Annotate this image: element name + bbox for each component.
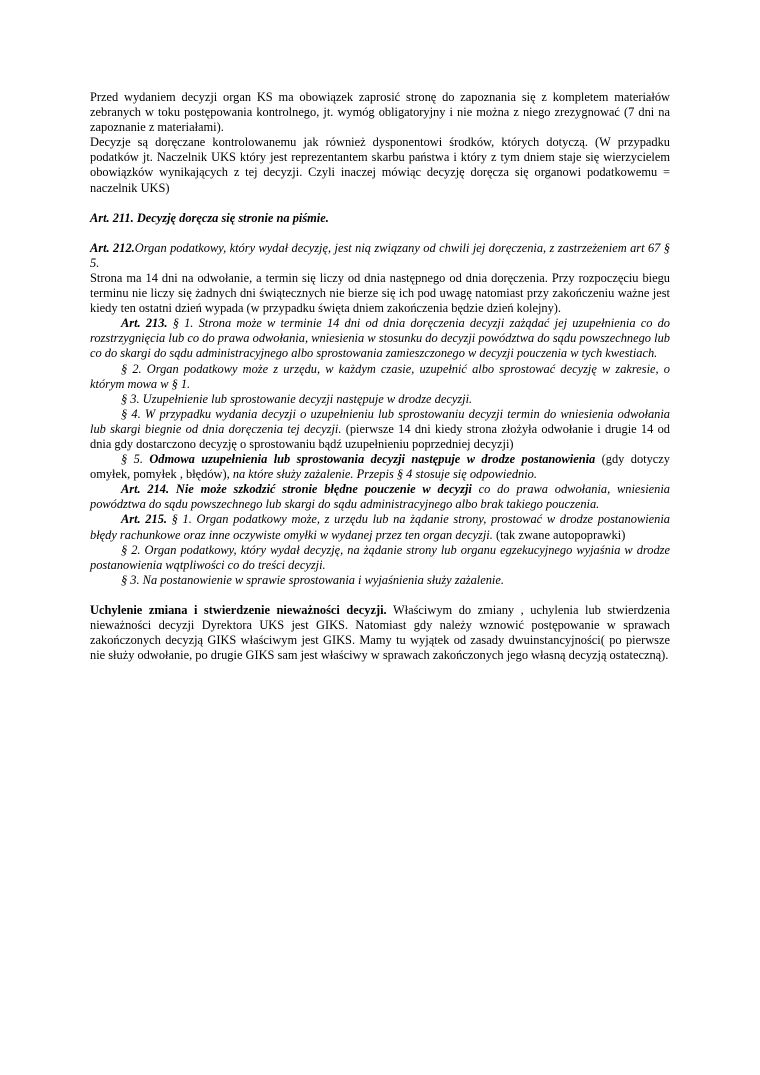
article-214-text: co do prawa odwołania, wniesienia powództwa do sądu powszechnego lub skargi do sądu administracyjnego albo brak takiego pouczenia. — [90, 482, 670, 512]
article-212 — [90, 241, 670, 271]
article-213-section-2: § 2. Organ podatkowy może z urzędu, w każdym czasie, uzupełnić albo sprostować decyzję w zakresie, o którym mowa w § 1. — [90, 361, 670, 391]
article-215-section-1 — [90, 512, 670, 542]
article-213-section-4-text: § 4. W przypadku wydania decyzji o uzupełnieniu lub sprostowaniu decyzji termin do wniesienia odwołania lub skargi biegnie od dnia doręczenia tej decyzji. — [90, 406, 670, 436]
article-213-section-4-comment: (pierwsze 14 dni kiedy strona złożyła odwołanie i drugie 14 od dnia gdy dostarczono decyzję o sprostowaniu bądź uzupełnieniu poprzedniej decyzji) — [90, 421, 670, 451]
spacer — [90, 588, 670, 603]
article-214-bold-text: Nie może szkodzić stronie błędne pouczenie w decyzji — [169, 482, 472, 497]
article-214 — [90, 482, 670, 512]
spacer — [90, 226, 670, 241]
intro-paragraph-delivery: Decyzje są doręczane kontrolowanemu jak również dysponentowi środków, których dotyczą. (W przypadku podatków jt. Naczelnik UKS który jest reprezentantem skarbu państwa i który z tym dniem staje się wierzycielem obowiązków wynikających z tej decyzji. Czyli inaczej mówiąc decyzję doręcza się organowi podatkowemu = naczelnik UKS) — [90, 135, 670, 195]
article-213-section-5-prefix: § 5. — [121, 452, 150, 467]
article-213-section-5-comment: (gdy dotyczy omyłek, pomyłek , błędów) — [90, 452, 670, 482]
article-214-heading: Art. 214. — [121, 482, 170, 497]
article-215-section-1-comment: (tak zwane autopoprawki) — [492, 527, 626, 542]
article-215-section-3: § 3. Na postanowienie w sprawie sprostowania i wyjaśnienia służy zażalenie. — [121, 572, 504, 587]
article-213-section-1-text: § 1. Strona może w terminie 14 dni od dnia doręczenia decyzji zażądać jej uzupełnienia co do rozstrzygnięcia lub co do prawa odwołania, wniesienia w stosunku do decyzji powództwa do sądu powszechnego lub co do skargi do sądu administracyjnego albo sprostowania zamieszczonego w decyzji pouczenia w tych kwestiach. — [90, 316, 670, 361]
article-213-section-5-bold: Odmowa uzupełnienia lub sprostowania decyzji następuje w drodze postanowienia — [149, 452, 596, 467]
article-215-section-2: § 2. Organ podatkowy, który wydał decyzję, na żądanie strony lub organu egzekucyjnego wyjaśnia w drodze postanowienia wątpliwości co do treści decyzji. — [90, 542, 670, 572]
article-213-heading: Art. 213. — [121, 316, 168, 331]
intro-paragraph-materials: Przed wydaniem decyzji organ KS ma obowiązek zaprosić stronę do zapoznania się z kompletem materiałów zebranych w toku postępowania kontrolnego, jt. wymóg obligatoryjny i nie można z niego zrezygnować (7 dni na zapoznanie z materiałami). — [90, 90, 670, 135]
closing-heading: Uchylenie zmiana i stwierdzenie nieważności decyzji. — [90, 602, 387, 617]
article-212-text: Organ podatkowy, który wydał decyzję, jest nią związany od chwili jej doręczenia, z zastrzeżeniem art 67 § 5. — [90, 240, 670, 270]
article-213-section-5-rest: , na które służy zażalenie. Przepis § 4 stosuje się odpowiednio. — [226, 467, 537, 482]
article-213-section-5 — [90, 452, 670, 482]
article-212-comment: Strona ma 14 dni na odwołanie, a termin się liczy od dnia następnego od dnia doręczenia. Przy rozpoczęciu biegu terminu nie liczy się żadnych dni świątecznych nie bierze się ich pod uwagę natomiast przy zakończeniu ważne jest kiedy ten ostatni dzień wypada (w przypadku święta dniem zakończenia będzie dzień kolejny). — [90, 270, 670, 316]
article-215-section-1-text: § 1. Organ podatkowy może, z urzędu lub na żądanie strony, prostować w drodze postanowienia błędy rachunkowe oraz inne oczywiste omyłki w wydanej przez ten organ decyzji. — [90, 512, 670, 542]
article-213-section-3: § 3. Uzupełnienie lub sprostowanie decyzji następuje w drodze decyzji. — [121, 391, 473, 406]
closing-paragraph — [90, 603, 670, 663]
article-213-section-1 — [90, 316, 670, 361]
closing-text: Właściwym do zmiany , uchylenia lub stwierdzenia nieważności decyzji Dyrektora UKS jest GIKS. Natomiast gdy należy wznowić postępowanie w sprawach zakończonych decyzją GIKS właściwym jest GIKS. Mamy tu wyjątek od zasady dwuinstancyjności( po pierwsze nie służy odwołanie, po drugie GIKS sam jest właściwy w sprawach zakończonych jego własną decyzją ostateczną). — [90, 602, 670, 663]
article-211: Art. 211. Decyzję doręcza się stronie na piśmie. — [90, 210, 329, 225]
document-page — [90, 90, 670, 663]
article-212-heading: Art. 212. — [90, 240, 135, 255]
spacer — [90, 196, 670, 211]
article-213-section-4 — [90, 407, 670, 452]
article-215-heading: Art. 215. — [121, 512, 167, 527]
